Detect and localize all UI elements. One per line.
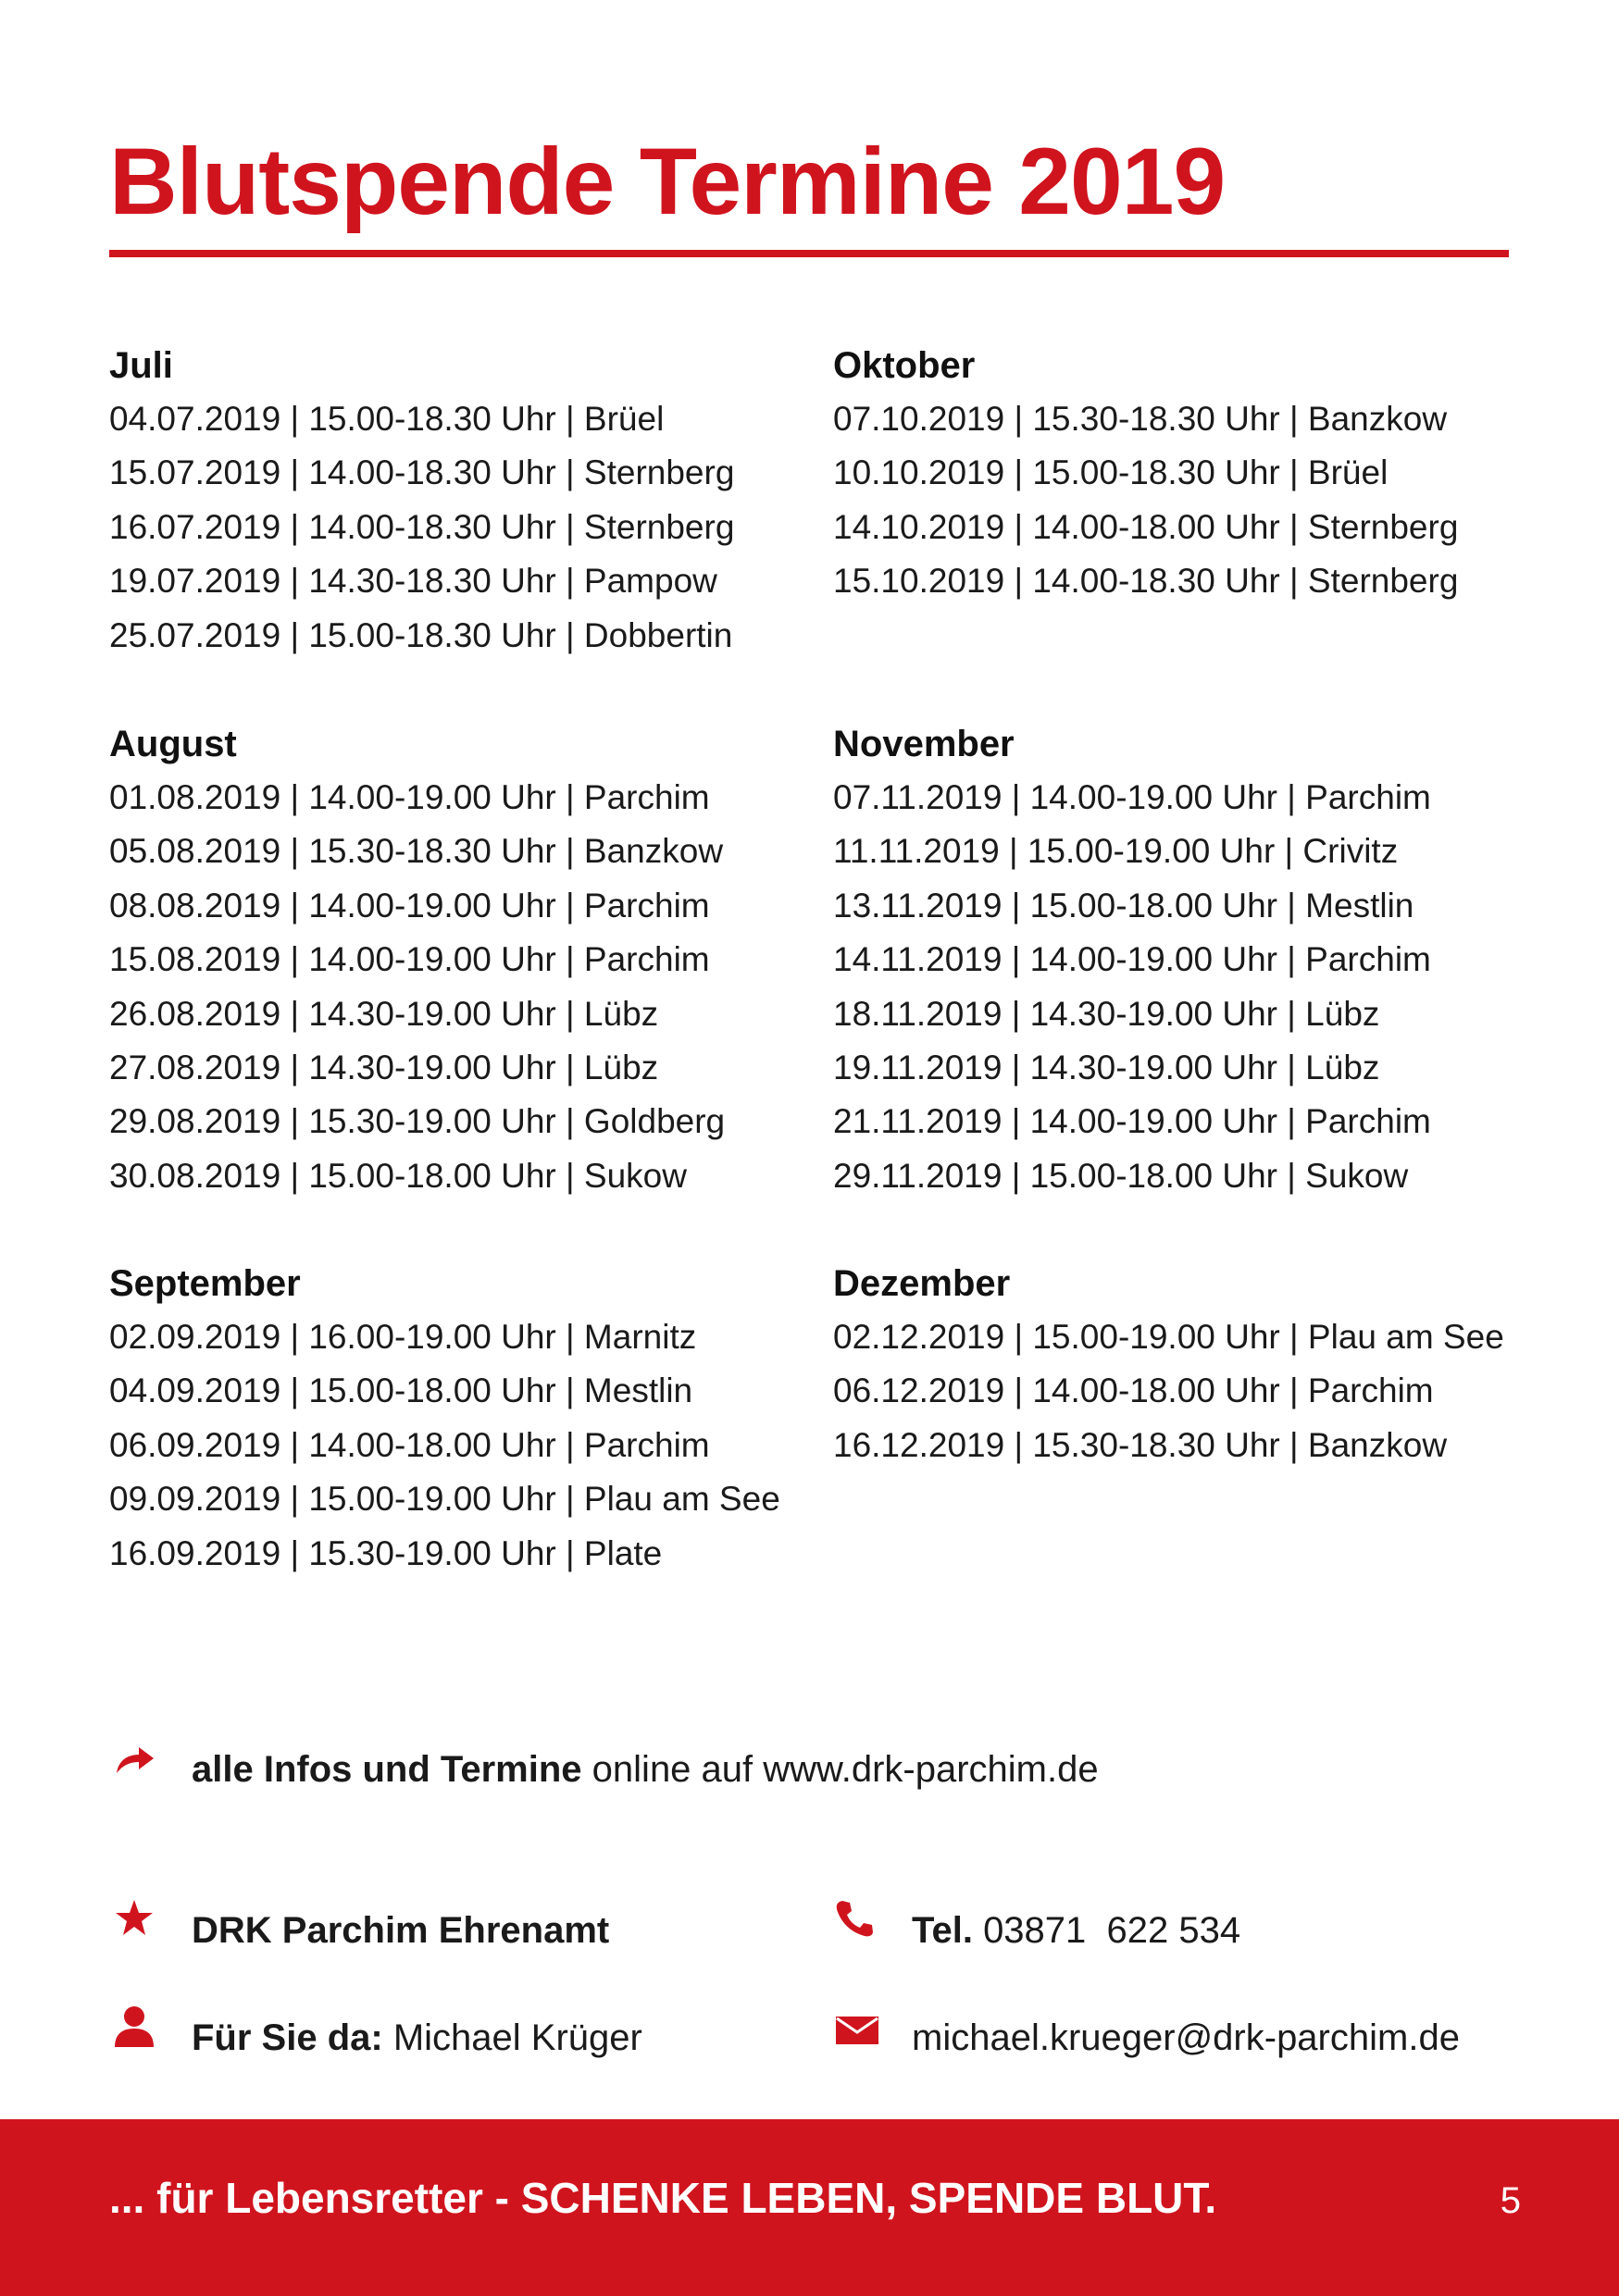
appointment-entry: 19.07.2019 | 14.30-18.30 Uhr | Pampow (109, 562, 717, 601)
appointment-list (109, 1310, 831, 1581)
page-number: 5 (1500, 2180, 1521, 2221)
appointment-entry: 25.07.2019 | 15.00-18.30 Uhr | Dobbertin (109, 615, 733, 654)
schedule-column-left-august (109, 717, 831, 1203)
appointment-entry: 29.11.2019 | 15.00-18.00 Uhr | Sukow (833, 1156, 1409, 1195)
month-heading: September (109, 1263, 301, 1304)
appointment-entry: 16.07.2019 | 14.00-18.30 Uhr | Sternberg (109, 507, 735, 546)
appointment-entry: 02.12.2019 | 15.00-19.00 Uhr | Plau am See (833, 1318, 1504, 1356)
appointment-list (833, 771, 1555, 1203)
contact-person-label: Für Sie da: (192, 2017, 383, 2058)
email-link[interactable]: michael.krueger@drk-parchim.de (912, 2017, 1460, 2058)
appointment-entry: 18.11.2019 | 14.30-19.00 Uhr | Lübz (833, 994, 1380, 1033)
appointment-entry: 10.10.2019 | 15.00-18.30 Uhr | Brüel (833, 453, 1389, 492)
footer-slogan: ... für Lebensretter - SCHENKE LEBEN, SPENDE BLUT. (109, 2174, 1217, 2222)
envelope-icon (835, 2016, 879, 2045)
appointment-entry: 14.10.2019 | 14.00-18.00 Uhr | Sternberg (833, 507, 1459, 546)
appointment-entry: 15.10.2019 | 14.00-18.30 Uhr | Sternberg (833, 562, 1459, 601)
appointment-entry: 30.08.2019 | 15.00-18.00 Uhr | Sukow (109, 1156, 687, 1195)
month-heading: August (109, 724, 237, 764)
contact-phone (912, 1903, 1240, 1958)
month-heading: November (833, 724, 1015, 764)
online-info-bold: alle Infos und Termine (192, 1749, 582, 1790)
appointment-entry: 19.11.2019 | 14.30-19.00 Uhr | Lübz (833, 1048, 1380, 1086)
arrow-forward-icon (113, 1740, 156, 1777)
appointment-entry: 06.12.2019 | 14.00-18.00 Uhr | Parchim (833, 1371, 1434, 1410)
phone-number[interactable]: 03871 622 534 (983, 1910, 1241, 1951)
appointment-entry: 15.08.2019 | 14.00-19.00 Uhr | Parchim (109, 940, 710, 979)
appointment-entry: 26.08.2019 | 14.30-19.00 Uhr | Lübz (109, 994, 659, 1033)
schedule-column-right-november (833, 717, 1555, 1203)
appointment-entry: 14.11.2019 | 14.00-19.00 Uhr | Parchim (833, 940, 1431, 979)
contact-organization (192, 1903, 609, 1958)
appointment-list (109, 392, 831, 663)
title-divider (109, 250, 1509, 257)
appointment-entry: 11.11.2019 | 15.00-19.00 Uhr | Crivitz (833, 832, 1399, 871)
phone-label: Tel. (912, 1910, 973, 1951)
appointment-entry: 04.09.2019 | 15.00-18.00 Uhr | Mestlin (109, 1371, 693, 1410)
appointment-list (833, 392, 1555, 609)
contact-person (192, 2010, 642, 2066)
organization-name: DRK Parchim Ehrenamt (192, 1910, 610, 1951)
appointment-list (833, 1310, 1555, 1472)
appointment-entry: 05.08.2019 | 15.30-18.30 Uhr | Banzkow (109, 832, 724, 871)
schedule-column-left (109, 339, 831, 663)
month-september (109, 1257, 831, 1581)
month-august (109, 717, 831, 1203)
phone-icon (835, 1899, 874, 1938)
month-heading: Juli (109, 345, 173, 386)
star-icon (115, 1899, 154, 1936)
appointment-entry: 08.08.2019 | 14.00-19.00 Uhr | Parchim (109, 886, 710, 925)
online-info-text: online auf www.drk-parchim.de (592, 1749, 1099, 1790)
month-heading: Oktober (833, 345, 976, 386)
appointment-entry: 27.08.2019 | 14.30-19.00 Uhr | Lübz (109, 1048, 659, 1086)
appointment-entry: 09.09.2019 | 15.00-19.00 Uhr | Plau am See (109, 1480, 780, 1519)
contact-person-name: Michael Krüger (392, 2017, 642, 2058)
contact-email (912, 2010, 1460, 2066)
appointment-entry: 06.09.2019 | 14.00-18.00 Uhr | Parchim (109, 1425, 710, 1464)
appointment-entry: 02.09.2019 | 16.00-19.00 Uhr | Marnitz (109, 1318, 697, 1356)
appointment-entry: 16.12.2019 | 15.30-18.30 Uhr | Banzkow (833, 1425, 1448, 1464)
appointment-entry: 15.07.2019 | 14.00-18.30 Uhr | Sternberg (109, 453, 735, 492)
schedule-column-right (833, 339, 1555, 609)
month-heading: Dezember (833, 1263, 1011, 1304)
appointment-entry: 13.11.2019 | 15.00-18.00 Uhr | Mestlin (833, 886, 1414, 925)
month-dezember (833, 1257, 1555, 1472)
appointment-entry: 07.11.2019 | 14.00-19.00 Uhr | Parchim (833, 778, 1431, 816)
schedule-column-left-september (109, 1257, 831, 1581)
online-info (192, 1742, 1099, 1797)
appointment-entry: 07.10.2019 | 15.30-18.30 Uhr | Banzkow (833, 400, 1448, 438)
appointment-entry: 16.09.2019 | 15.30-19.00 Uhr | Plate (109, 1533, 663, 1572)
month-oktober (833, 339, 1555, 609)
appointment-entry: 21.11.2019 | 14.00-19.00 Uhr | Parchim (833, 1102, 1431, 1141)
person-icon (113, 2004, 156, 2049)
schedule-column-right-dezember (833, 1257, 1555, 1472)
appointment-list (109, 771, 831, 1203)
month-juli (109, 339, 831, 663)
appointment-entry: 01.08.2019 | 14.00-19.00 Uhr | Parchim (109, 778, 710, 816)
page-title: Blutspende Termine 2019 (109, 129, 1226, 234)
month-november (833, 717, 1555, 1203)
appointment-entry: 04.07.2019 | 15.00-18.30 Uhr | Brüel (109, 400, 665, 438)
appointment-entry: 29.08.2019 | 15.30-19.00 Uhr | Goldberg (109, 1102, 726, 1141)
